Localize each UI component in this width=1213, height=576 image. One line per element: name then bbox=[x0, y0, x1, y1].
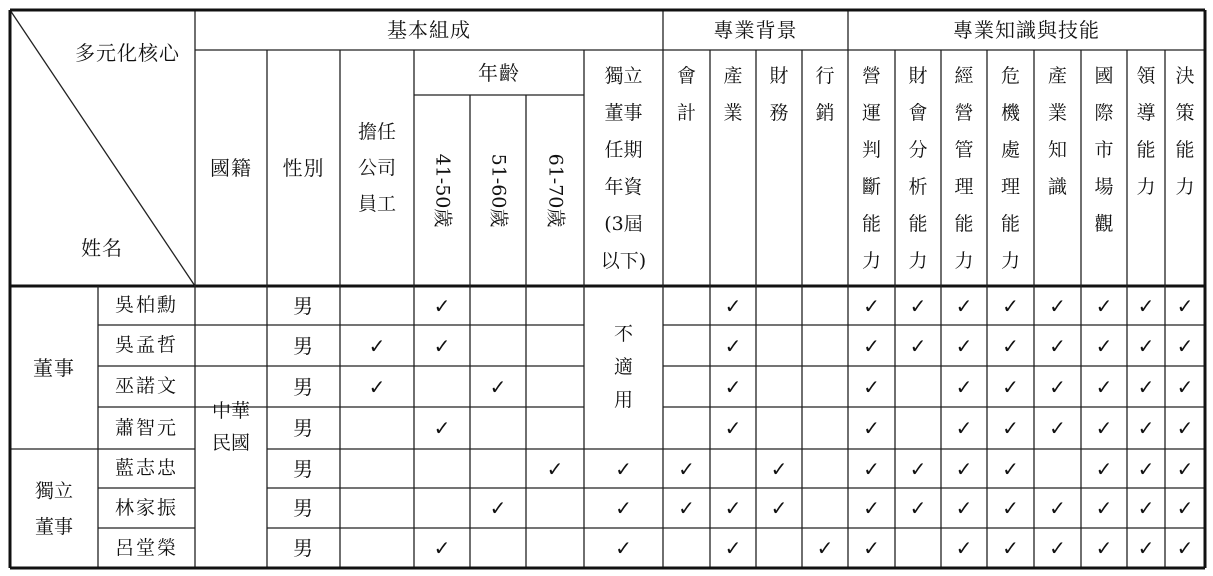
check-mark: ✓ bbox=[1176, 536, 1194, 560]
management-header-char-5: 力 bbox=[954, 250, 974, 272]
employee-header-char-2: 員工 bbox=[357, 193, 396, 215]
check-mark: ✓ bbox=[1002, 496, 1019, 520]
international-header-char-2: 市 bbox=[1094, 139, 1114, 161]
group-independent-label bbox=[10, 449, 98, 568]
decision-header-char-2: 能 bbox=[1175, 139, 1195, 161]
check-mark: ✓ bbox=[546, 456, 564, 481]
independent-tenure-header-char-5: 以下) bbox=[600, 250, 647, 272]
check-mark: ✓ bbox=[1002, 333, 1019, 358]
check-mark: ✓ bbox=[433, 536, 451, 560]
operation-judgment-header bbox=[848, 58, 895, 286]
age-61-70-header: 61-70歲 bbox=[544, 153, 567, 228]
operation-judgment-header-char-5: 力 bbox=[861, 250, 881, 272]
check-mark: ✓ bbox=[1176, 456, 1194, 481]
not-applicable-char-0: 不 bbox=[613, 323, 633, 345]
leadership-header-char-1: 導 bbox=[1136, 102, 1156, 124]
industry-header-char-1: 業 bbox=[723, 102, 743, 124]
industry-knowledge-header-char-3: 識 bbox=[1047, 176, 1067, 198]
check-mark: ✓ bbox=[1002, 293, 1019, 318]
check-mark: ✓ bbox=[1049, 496, 1066, 520]
check-mark: ✓ bbox=[863, 333, 880, 358]
check-mark: ✓ bbox=[863, 456, 880, 481]
group-independent-char-0: 獨立 bbox=[34, 479, 73, 502]
check-mark: ✓ bbox=[909, 293, 927, 318]
check-mark: ✓ bbox=[368, 333, 386, 358]
international-header-char-1: 際 bbox=[1094, 102, 1114, 124]
check-mark: ✓ bbox=[770, 496, 788, 520]
industry-header-char-0: 產 bbox=[723, 65, 743, 87]
crisis-header-char-2: 處 bbox=[1000, 139, 1020, 161]
check-mark: ✓ bbox=[1049, 374, 1066, 399]
industry-header bbox=[710, 58, 756, 286]
industry-knowledge-header-char-1: 業 bbox=[1047, 102, 1067, 124]
check-mark: ✓ bbox=[433, 416, 451, 440]
age-41-50-header: 41-50歲 bbox=[431, 153, 454, 228]
gender-header: 性別 bbox=[282, 156, 325, 180]
independent-tenure-header bbox=[584, 58, 663, 286]
check-mark: ✓ bbox=[770, 456, 788, 481]
check-mark: ✓ bbox=[433, 293, 451, 318]
decision-header-char-0: 決 bbox=[1175, 65, 1195, 87]
accounting-analysis-header bbox=[895, 58, 941, 286]
check-mark: ✓ bbox=[955, 416, 973, 440]
check-mark: ✓ bbox=[1049, 293, 1066, 318]
check-mark: ✓ bbox=[1002, 536, 1019, 560]
independent-tenure-header-char-3: 年資 bbox=[604, 176, 643, 198]
check-mark: ✓ bbox=[1095, 293, 1113, 318]
corner-bottom-label: 姓名 bbox=[81, 236, 123, 260]
check-mark: ✓ bbox=[1137, 456, 1155, 481]
accounting-analysis-header-char-3: 析 bbox=[908, 176, 928, 198]
check-mark: ✓ bbox=[1095, 456, 1113, 481]
leadership-header-char-3: 力 bbox=[1136, 176, 1156, 198]
employee-header-char-1: 公司 bbox=[357, 157, 396, 179]
accounting-analysis-header-char-0: 財 bbox=[908, 65, 928, 87]
check-mark: ✓ bbox=[489, 496, 507, 520]
check-mark: ✓ bbox=[489, 374, 507, 399]
check-mark: ✓ bbox=[909, 496, 927, 520]
check-mark: ✓ bbox=[1137, 536, 1155, 560]
check-mark: ✓ bbox=[863, 293, 880, 318]
crisis-header-char-4: 能 bbox=[1000, 213, 1020, 235]
operation-judgment-header-char-4: 能 bbox=[861, 213, 881, 235]
management-header bbox=[941, 58, 987, 286]
accounting-header-char-1: 計 bbox=[676, 102, 696, 124]
industry-knowledge-header bbox=[1034, 58, 1081, 286]
check-mark: ✓ bbox=[1176, 416, 1194, 440]
check-mark: ✓ bbox=[863, 496, 880, 520]
accounting-analysis-header-char-5: 力 bbox=[908, 250, 928, 272]
industry-knowledge-header-char-2: 知 bbox=[1047, 139, 1067, 161]
check-mark: ✓ bbox=[816, 536, 834, 560]
check-mark: ✓ bbox=[863, 416, 880, 440]
accounting-analysis-header-char-4: 能 bbox=[908, 213, 928, 235]
check-mark: ✓ bbox=[615, 456, 632, 481]
crisis-header-char-1: 機 bbox=[1000, 102, 1020, 124]
check-mark: ✓ bbox=[1049, 333, 1066, 358]
age-51-60-header: 51-60歲 bbox=[487, 153, 510, 228]
management-header-char-1: 營 bbox=[954, 102, 974, 124]
check-mark: ✓ bbox=[433, 333, 451, 358]
check-mark: ✓ bbox=[1176, 374, 1194, 399]
employee-header bbox=[340, 50, 414, 286]
decision-header bbox=[1165, 58, 1205, 286]
row-gender: 男 bbox=[293, 416, 314, 440]
check-mark: ✓ bbox=[1137, 293, 1155, 318]
check-mark: ✓ bbox=[724, 333, 742, 358]
check-mark: ✓ bbox=[955, 333, 973, 358]
group-skills-header: 專業知識與技能 bbox=[953, 18, 1100, 42]
check-mark: ✓ bbox=[1176, 293, 1194, 318]
check-mark: ✓ bbox=[368, 374, 386, 399]
international-header-char-4: 觀 bbox=[1094, 213, 1114, 235]
check-mark: ✓ bbox=[724, 293, 742, 318]
row-gender: 男 bbox=[293, 496, 314, 520]
check-mark: ✓ bbox=[1137, 374, 1155, 399]
nationality-header: 國籍 bbox=[210, 156, 252, 180]
row-gender: 男 bbox=[293, 374, 314, 399]
management-header-char-2: 管 bbox=[954, 139, 974, 161]
age-group-header: 年齡 bbox=[478, 60, 520, 85]
check-mark: ✓ bbox=[615, 496, 632, 520]
check-mark: ✓ bbox=[955, 374, 973, 399]
check-mark: ✓ bbox=[724, 416, 742, 440]
check-mark: ✓ bbox=[909, 456, 927, 481]
check-mark: ✓ bbox=[955, 536, 973, 560]
independent-tenure-header-char-1: 董事 bbox=[604, 102, 643, 124]
decision-header-char-1: 策 bbox=[1175, 102, 1195, 124]
crisis-header-char-5: 力 bbox=[1000, 250, 1020, 272]
independent-tenure-header-char-4: (3屆 bbox=[604, 213, 643, 235]
check-mark: ✓ bbox=[955, 496, 973, 520]
row-name: 吳柏勳 bbox=[114, 294, 178, 316]
finance-header-char-1: 務 bbox=[769, 102, 789, 124]
row-name: 呂堂榮 bbox=[114, 536, 178, 559]
check-mark: ✓ bbox=[724, 536, 742, 560]
accounting-header bbox=[663, 58, 710, 286]
check-mark: ✓ bbox=[1176, 333, 1194, 358]
international-header-char-3: 場 bbox=[1094, 176, 1114, 198]
international-header bbox=[1081, 58, 1127, 286]
check-mark: ✓ bbox=[1095, 333, 1113, 358]
operation-judgment-header-char-0: 營 bbox=[861, 65, 881, 87]
row-gender: 男 bbox=[293, 333, 314, 358]
check-mark: ✓ bbox=[955, 456, 973, 481]
check-mark: ✓ bbox=[724, 496, 742, 520]
check-mark: ✓ bbox=[678, 456, 695, 481]
row-name: 巫諾文 bbox=[114, 375, 178, 397]
check-mark: ✓ bbox=[1002, 456, 1019, 481]
not-applicable-char-2: 用 bbox=[613, 389, 633, 411]
operation-judgment-header-char-1: 運 bbox=[861, 102, 881, 124]
check-mark: ✓ bbox=[1176, 496, 1194, 520]
check-mark: ✓ bbox=[1095, 536, 1113, 560]
corner-top-label: 多元化核心 bbox=[75, 41, 180, 65]
check-mark: ✓ bbox=[1095, 496, 1113, 520]
crisis-header-char-0: 危 bbox=[1000, 65, 1020, 87]
row-name: 林家振 bbox=[114, 496, 178, 519]
row-name: 吳孟哲 bbox=[114, 334, 178, 356]
check-mark: ✓ bbox=[615, 536, 632, 560]
check-mark: ✓ bbox=[1137, 496, 1155, 520]
marketing-header-char-0: 行 bbox=[815, 65, 835, 87]
management-header-char-4: 能 bbox=[954, 213, 974, 235]
check-mark: ✓ bbox=[863, 536, 880, 560]
check-mark: ✓ bbox=[678, 496, 695, 520]
employee-header-char-0: 擔任 bbox=[357, 121, 396, 143]
row-name: 藍志忠 bbox=[114, 457, 178, 479]
check-mark: ✓ bbox=[1002, 416, 1019, 440]
check-mark: ✓ bbox=[1049, 536, 1066, 560]
crisis-header bbox=[987, 58, 1034, 286]
industry-knowledge-header-char-0: 產 bbox=[1047, 65, 1067, 87]
accounting-header-char-0: 會 bbox=[676, 65, 696, 87]
finance-header bbox=[756, 58, 802, 286]
check-mark: ✓ bbox=[1002, 374, 1019, 399]
nationality-value-char-1: 民國 bbox=[211, 432, 250, 454]
not-applicable-char-1: 適 bbox=[613, 356, 633, 378]
operation-judgment-header-char-2: 判 bbox=[861, 139, 881, 161]
group-directors-label: 董事 bbox=[33, 355, 75, 380]
group-basic-header: 基本組成 bbox=[387, 18, 471, 42]
row-gender: 男 bbox=[293, 456, 314, 481]
leadership-header-char-2: 能 bbox=[1136, 139, 1156, 161]
check-mark: ✓ bbox=[955, 293, 973, 318]
row-name: 蕭智元 bbox=[114, 416, 178, 439]
crisis-header-char-3: 理 bbox=[1000, 176, 1020, 198]
check-mark: ✓ bbox=[1137, 333, 1155, 358]
leadership-header-char-0: 領 bbox=[1136, 65, 1156, 87]
check-mark: ✓ bbox=[1095, 374, 1113, 399]
decision-header-char-3: 力 bbox=[1175, 176, 1195, 198]
leadership-header bbox=[1127, 58, 1165, 286]
management-header-char-0: 經 bbox=[954, 65, 974, 87]
check-mark: ✓ bbox=[1095, 416, 1113, 440]
check-mark: ✓ bbox=[1049, 416, 1066, 440]
finance-header-char-0: 財 bbox=[769, 65, 789, 87]
check-mark: ✓ bbox=[909, 333, 927, 358]
check-mark: ✓ bbox=[724, 374, 742, 399]
international-header-char-0: 國 bbox=[1094, 65, 1114, 87]
nationality-value bbox=[195, 286, 267, 568]
check-mark: ✓ bbox=[1137, 416, 1155, 440]
check-mark: ✓ bbox=[863, 374, 880, 399]
accounting-analysis-header-char-1: 會 bbox=[908, 102, 928, 124]
group-background-header: 專業背景 bbox=[713, 18, 798, 42]
marketing-header bbox=[802, 58, 848, 286]
marketing-header-char-1: 銷 bbox=[815, 102, 835, 124]
row-gender: 男 bbox=[293, 293, 314, 318]
independent-tenure-header-char-0: 獨立 bbox=[604, 65, 643, 87]
management-header-char-3: 理 bbox=[954, 176, 974, 198]
nationality-value-char-0: 中華 bbox=[211, 400, 250, 422]
independent-tenure-header-char-2: 任期 bbox=[604, 139, 643, 161]
row-gender: 男 bbox=[293, 536, 314, 560]
group-independent-char-1: 董事 bbox=[34, 515, 73, 538]
operation-judgment-header-char-3: 斷 bbox=[861, 176, 881, 198]
accounting-analysis-header-char-2: 分 bbox=[908, 139, 928, 161]
not-applicable-value bbox=[584, 286, 663, 449]
